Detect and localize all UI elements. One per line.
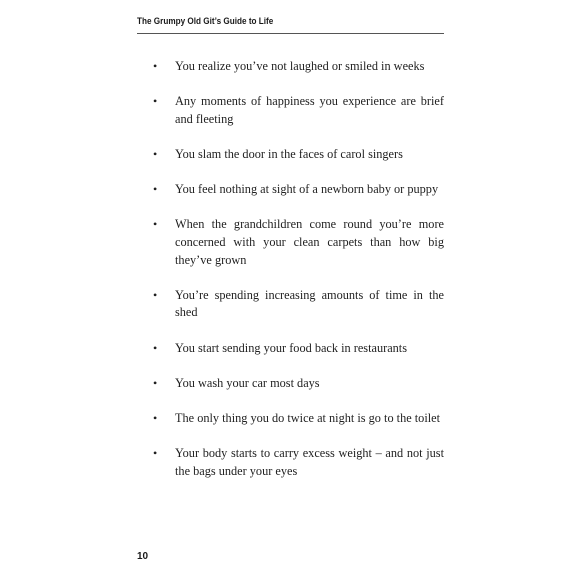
list-item-text: You slam the door in the faces of carol singers	[175, 146, 403, 161]
list-item	[153, 58, 444, 76]
bullet-dot-icon: •	[153, 217, 158, 232]
list-item	[153, 216, 444, 269]
list-item-text: You feel nothing at sight of a newborn baby or puppy	[175, 182, 439, 197]
page-number: 10	[137, 551, 149, 562]
list-item	[153, 287, 444, 322]
bullet-list	[153, 58, 444, 498]
bullet-dot-icon: •	[153, 94, 158, 109]
running-header: The Grumpy Old Git’s Guide to Life	[137, 16, 274, 27]
list-item	[153, 410, 444, 428]
bullet-dot-icon: •	[153, 182, 158, 197]
bullet-dot-icon: •	[153, 410, 158, 425]
bullet-dot-icon: •	[153, 375, 158, 390]
list-item-text: You start sending your food back in restaurants	[175, 340, 408, 355]
list-item-text: Any moments of happiness you experience are brief and fleeting	[175, 94, 444, 126]
bullet-dot-icon: •	[153, 287, 158, 302]
bullet-dot-icon: •	[153, 340, 158, 355]
bullet-dot-icon: •	[153, 446, 158, 461]
list-item	[153, 375, 444, 393]
list-item-text: The only thing you do twice at night is go to the toilet	[175, 410, 441, 425]
bullet-dot-icon: •	[153, 59, 158, 73]
list-item	[153, 445, 444, 480]
list-item-text: Your body starts to carry excess weight – and not just the bags under your eyes	[175, 446, 444, 478]
list-item-text: You realize you’ve not laughed or smiled in weeks	[175, 59, 425, 73]
header-rule	[137, 33, 444, 34]
bullet-dot-icon: •	[153, 146, 158, 161]
list-item	[153, 181, 444, 199]
list-item-text: When the grandchildren come round you’re more concerned with your clean carpets than how big they’ve grown	[175, 217, 444, 267]
list-item	[153, 340, 444, 358]
list-item-text: You’re spending increasing amounts of time in the shed	[175, 287, 444, 320]
list-item-text: You wash your car most days	[175, 375, 320, 390]
list-item	[153, 93, 444, 128]
list-item	[153, 146, 444, 164]
